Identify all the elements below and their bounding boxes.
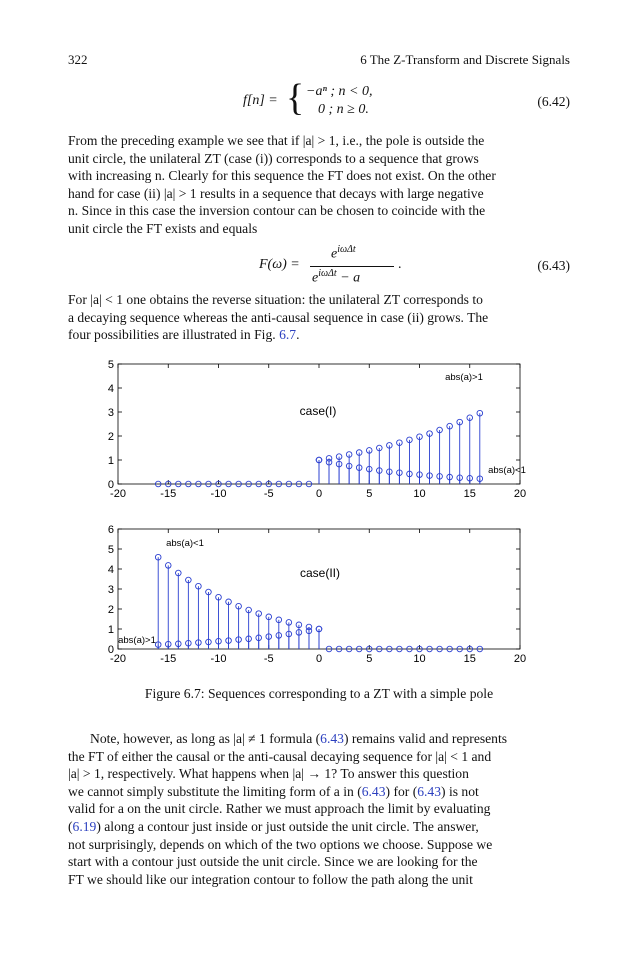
x-tick-label: 0 — [315, 653, 323, 665]
eq642-number: (6.42) — [537, 94, 570, 109]
x-tick-label: -20 — [110, 653, 126, 665]
text-line: unit circle the FT exists and equals — [68, 220, 258, 236]
y-tick-label: 0 — [107, 644, 114, 656]
x-tick-label: 10 — [413, 488, 426, 500]
y-tick-label: 2 — [107, 431, 114, 443]
text-span: . — [296, 327, 300, 343]
y-tick-label: 1 — [107, 624, 114, 636]
page-number: 322 — [68, 52, 88, 67]
text-span: four possibilities are illustrated in Fig. — [68, 327, 280, 343]
equation-link[interactable]: 6.19 — [72, 818, 97, 834]
figure-caption: Figure 6.7: Sequences corresponding to a ZT with a simple pole — [144, 686, 494, 701]
x-tick-label: 20 — [513, 653, 527, 665]
y-tick-label: 1 — [107, 455, 114, 467]
running-header — [68, 52, 570, 68]
text-line: FT we should like our integration contour to follow the path along the unit — [68, 871, 473, 887]
x-tick-label: 5 — [366, 488, 373, 500]
text-span: ( — [68, 818, 73, 834]
text-line — [68, 326, 570, 344]
text-span: ) is not — [441, 783, 479, 799]
text-line: start with a contour just outside the unit circle. Since we are looking for the — [68, 854, 478, 870]
stem-plot-case-1 — [108, 359, 526, 500]
text-line: n. Since in this case the inversion contour can be chosen to coincide with the — [68, 203, 486, 219]
y-tick-label: 5 — [107, 359, 114, 371]
text-span: Note, however, as long as |a| ≠ 1 formula ( — [90, 731, 321, 746]
eq643-number: (6.43) — [537, 258, 570, 273]
text-line — [68, 730, 570, 748]
text-line: not surprisingly, depends on which of the two options we choose. Suppose we — [68, 836, 493, 852]
eq643-period: . — [398, 257, 402, 272]
equation-link[interactable]: 6.43 — [361, 783, 386, 799]
text-line: a decaying sequence whereas the anti-causal sequence in case (ii) grows. The — [68, 309, 489, 325]
y-tick-label: 6 — [107, 524, 114, 536]
plot-annotation: abs(a)>1 — [118, 635, 156, 646]
x-tick-label: 10 — [413, 653, 426, 665]
x-tick-label: -15 — [160, 653, 177, 665]
plot-annotation: abs(a)<1 — [166, 538, 204, 549]
text-line: unit circle, the unilateral ZT (case (i)) corresponds to a sequence that grows — [68, 150, 479, 166]
x-tick-label: -5 — [263, 488, 274, 500]
eq643-den-base: e — [312, 270, 319, 286]
plot-title: case(II) — [299, 566, 341, 580]
x-tick-label: 0 — [315, 488, 323, 500]
eq642-case2: 0 ; n ≥ 0. — [318, 102, 369, 117]
x-tick-label: -20 — [110, 488, 126, 500]
text-line: hand for case (ii) |a| > 1 results in a sequence that decays with large negative — [68, 185, 484, 201]
plot-annotation: abs(a)>1 — [445, 372, 483, 383]
paragraph-1 — [68, 132, 570, 238]
y-tick-label: 3 — [107, 407, 114, 419]
y-tick-label: 5 — [107, 544, 114, 556]
eq643-denominator — [312, 268, 360, 287]
text-line: For |a| < 1 one obtains the reverse situation: the unilateral ZT corresponds to — [68, 292, 483, 307]
text-line: |a| > 1, respectively. What happens when |a| → 1? To answer this question — [68, 766, 469, 782]
y-tick-label: 0 — [107, 479, 114, 491]
text-span: ) remains valid and represents — [343, 731, 508, 746]
eq642-lhs: f[n] = — [243, 93, 278, 108]
text-line: with increasing n. Clearly for this sequence the FT does not exist. On the other — [68, 168, 496, 184]
plot-title: case(I) — [299, 404, 337, 418]
x-tick-label: 15 — [463, 653, 476, 665]
x-tick-label: -10 — [210, 653, 227, 665]
text-line — [68, 818, 570, 836]
text-line: valid for a on the unit circle. Rather we must approach the limit by evaluating — [68, 801, 491, 817]
eq643-lhs: F(ω) = — [259, 257, 300, 272]
eq642-case1: −aⁿ ; n < 0, — [306, 84, 373, 99]
eq643-den-exp: iωΔt — [318, 268, 337, 279]
equation-link[interactable]: 6.43 — [417, 783, 442, 799]
plot-annotation: abs(a)<1 — [488, 465, 526, 476]
y-tick-label: 3 — [107, 584, 114, 596]
stem-plot-case-2 — [108, 524, 526, 665]
eq643-num-exp: iωΔt — [337, 244, 356, 255]
y-tick-label: 2 — [107, 604, 114, 616]
text-span: ) for ( — [385, 783, 418, 799]
x-tick-label: -15 — [160, 488, 177, 500]
left-brace: { — [286, 77, 305, 119]
x-tick-label: -10 — [210, 488, 227, 500]
text-line — [68, 783, 570, 801]
y-tick-label: 4 — [107, 383, 114, 395]
text-span: we cannot simply substitute the limiting form of a in ( — [68, 783, 362, 799]
text-line: From the preceding example we see that if |a| > 1, i.e., the pole is outside the — [68, 133, 485, 148]
eq643-den-tail: − a — [336, 270, 361, 286]
fraction-bar — [310, 266, 394, 267]
x-tick-label: 20 — [513, 488, 527, 500]
paragraph-2 — [68, 291, 570, 344]
y-tick-label: 4 — [107, 564, 114, 576]
x-tick-label: -5 — [263, 653, 274, 665]
equation-link[interactable]: 6.43 — [320, 731, 344, 746]
chapter-title: 6 The Z-Transform and Discrete Signals — [360, 52, 570, 67]
text-line: the FT of either the causal or the anti-causal decaying sequence for |a| < 1 and — [68, 748, 492, 764]
x-tick-label: 5 — [366, 653, 373, 665]
eq643-num-base: e — [331, 246, 338, 262]
text-span: ) along a contour just inside or just outside the unit circle. The answer, — [96, 818, 479, 834]
figure-6-7 — [0, 354, 638, 679]
equation-6-42 — [0, 77, 638, 120]
figure-link[interactable]: 6.7 — [279, 327, 297, 343]
paragraph-3 — [68, 730, 570, 888]
equation-6-43 — [0, 244, 638, 284]
x-tick-label: 15 — [463, 488, 476, 500]
eq643-numerator — [331, 244, 356, 263]
